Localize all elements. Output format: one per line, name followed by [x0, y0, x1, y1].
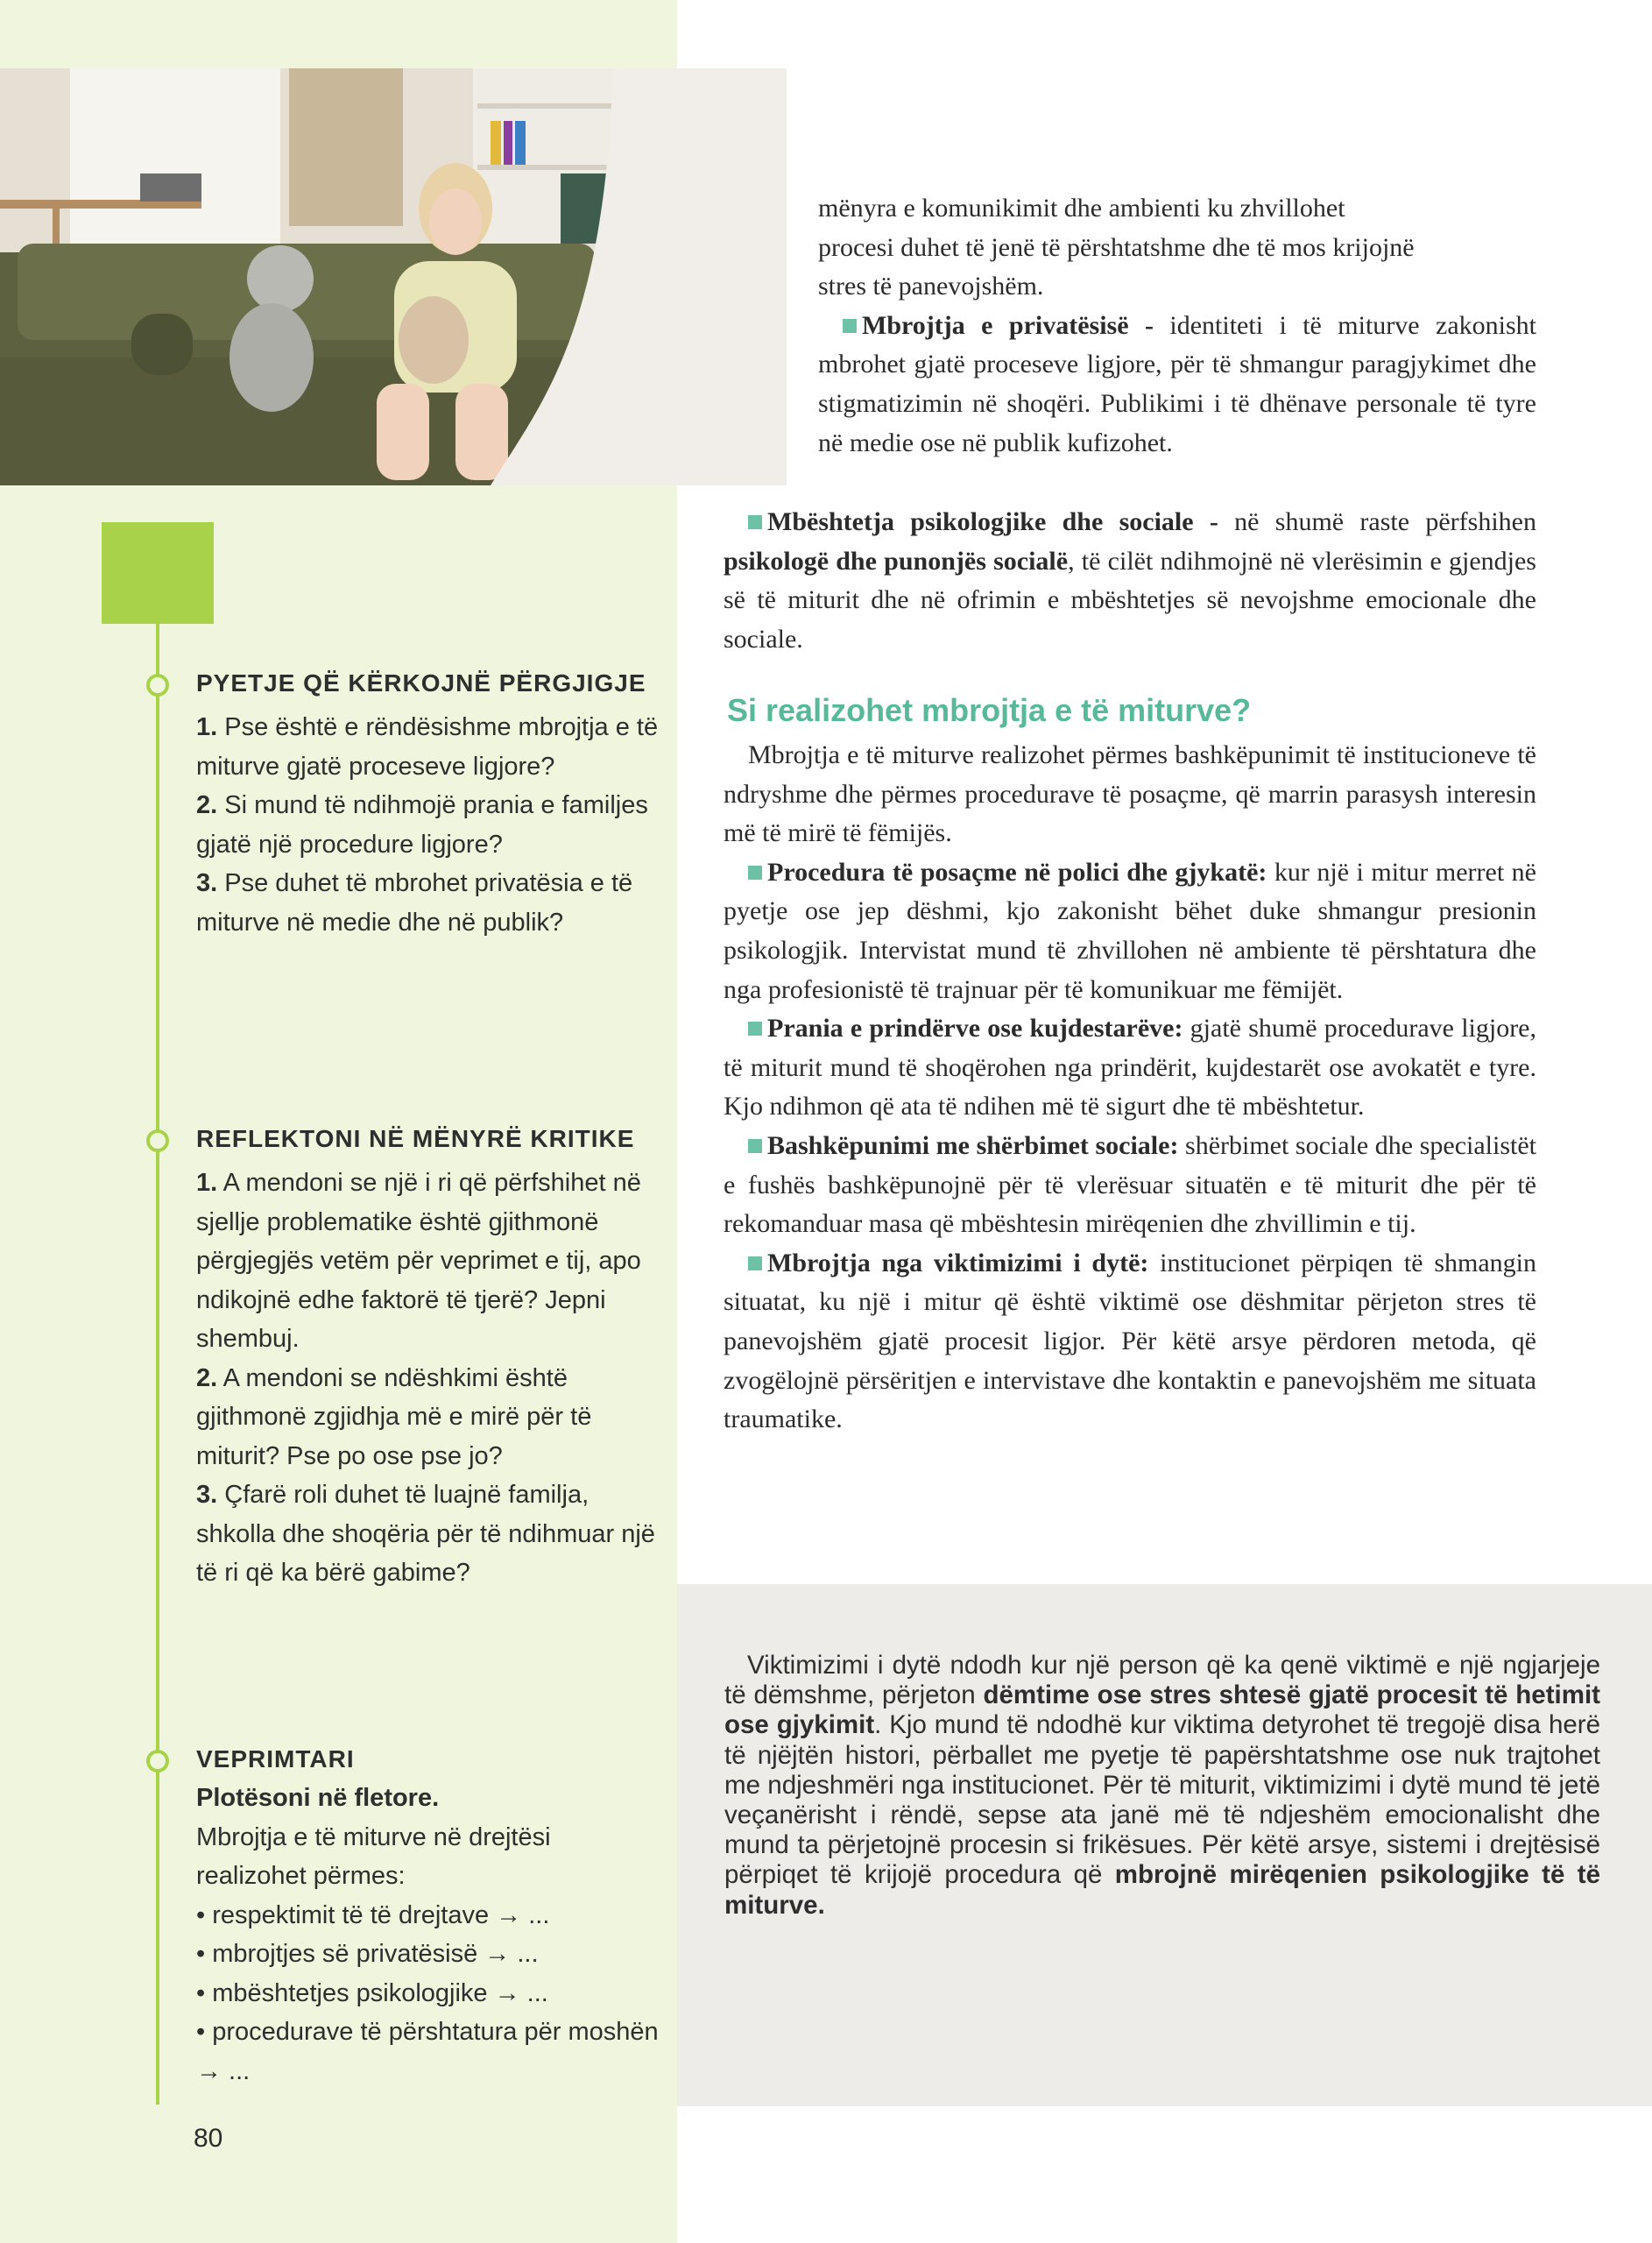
- info-box-text: [724, 1651, 1600, 1921]
- activity-bullet-2: • mbrojtjes së privatësisë → ...: [196, 1940, 539, 1968]
- section-item-4: Mbrojtja nga viktimizimi i dytë: institucionet përpiqen të shmangin situatat, ku një i mitur që është viktimë ose dëshmitar përjeton stres të panevojshëm gjatë procesit ligjor. Për këtë arsye përdoren metoda, që zvogëlojnë përsëritjen e intervistave dhe kontaktin e panevojshëm me situata traumatike.: [724, 1248, 1536, 1434]
- top-paragraph: [818, 189, 1536, 463]
- question-item-3: 3. Pse duhet të mbrohet privatësia e të miturve në medie dhe në publik?: [196, 869, 633, 937]
- top-line-2: procesi duhet të jenë të përshtatshme dhe të mos krijojnë: [818, 232, 1415, 262]
- reflect-section: [196, 1120, 660, 1593]
- teal-square-icon: [748, 1139, 762, 1153]
- info-box-paragraph: Viktimizimi i dytë ndodh kur një person që ka qenë viktimë e një ngjarjeje të dëmshme, përjeton dëmtime ose stres shtesë gjatë procesit të hetimit ose gjykimit. Kjo mund të ndodhë kur viktima detyrohet të tregojë disa herë të njëjtën histori, përballet me pyetje të papërshtatshme ose nuk trajtohet me ndjeshmëri nga institucionet. Për të miturit, viktimizimi i dytë mund të jetë veçanërisht i rëndë, sepse ata janë më të ndjeshëm emocionalisht dhe mund ta përjetojnë procesin si frikësues. Për këtë arsye, sistemi i drejtësisë përpiqet të krijojë procedura që mbrojnë mirëqenien psikologjike të të miturve.: [724, 1651, 1600, 1920]
- teal-square-icon: [748, 866, 762, 880]
- reflect-item-2: 2. A mendoni se ndëshkimi është gjithmonë zgjidhja më e mirë për të miturit? Pse po ose pse jo?: [196, 1363, 592, 1470]
- section-item-2: Prania e prindërve ose kujdestarëve: gjatë shumë procedurave ligjore, të miturit mund të shoqërohen nga prindërit, kujdestarët ose avokatët e tyre. Kjo ndihmon që ata të ndihen më të sigurt dhe të mbështetur.: [724, 1014, 1536, 1122]
- question-item-2: 2. Si mund të ndihmojë prania e familjes gjatë një procedure ligjore?: [196, 791, 648, 859]
- top-line-1: mënyra e komunikimit dhe ambienti ku zhvillohet: [818, 194, 1345, 223]
- section-heading: Si realizohet mbrojtja e të miturve?: [727, 692, 1252, 728]
- reflect-item-3: 3. Çfarë roli duhet të luajnë familja, shkolla dhe shoqëria për të ndihmuar një të ri që ka bërë gabime?: [196, 1481, 655, 1587]
- activity-intro: Mbrojtja e të miturve në drejtësi realizohet përmes:: [196, 1822, 551, 1890]
- questions-section: [196, 664, 660, 942]
- decorative-green-square: [102, 522, 214, 624]
- section-body: [724, 736, 1536, 1440]
- section-intro: Mbrojtja e të miturve realizohet përmes bashkëpunimit të institucioneve të ndryshme dhe përmes procedurave të posaçme, që marrin parasysh interesin më të mirë të fëmijës.: [724, 740, 1536, 848]
- support-paragraph: [724, 503, 1536, 659]
- activity-bullet-3: • mbështetjes psikologjike → ...: [196, 1978, 548, 2007]
- timeline-dot-questions: [146, 674, 169, 697]
- photo-child-on-sofa: [0, 68, 787, 485]
- teal-square-icon: [748, 1022, 762, 1036]
- top-line-3: stres të panevojshëm.: [818, 272, 1044, 301]
- sidebar-timeline-line: [156, 624, 159, 2105]
- teal-square-icon: [843, 319, 857, 333]
- activity-instruction: Plotësoni në fletore.: [196, 1784, 440, 1812]
- timeline-dot-activity: [146, 1750, 169, 1772]
- question-item-1: 1. Pse është e rëndësishme mbrojtja e të miturve gjatë proceseve ligjore?: [196, 713, 659, 781]
- page-number: 80: [194, 2124, 223, 2153]
- reflect-item-1: 1. A mendoni se një i ri që përfshihet në sjellje problematike është gjithmonë përgjegjës vetëm për veprimet e tij, apo ndikojnë edhe faktorë të tjerë? Jepni shembuj.: [196, 1169, 641, 1353]
- questions-heading: PYETJE QË KËRKOJNË PËRGJIGJE: [196, 669, 646, 697]
- reflect-heading: REFLEKTONI NË MËNYRË KRITIKE: [196, 1125, 635, 1152]
- activity-heading: VEPRIMTARI: [196, 1745, 355, 1772]
- activity-section: [196, 1740, 660, 2091]
- timeline-dot-reflect: [146, 1129, 169, 1152]
- section-item-3: Bashkëpunimi me shërbimet sociale: shërbimet sociale dhe specialistët e fushës bashkëpunojnë për të vlerësuar situatën e të miturit dhe për të rekomanduar masa që mbështesin mirëqenien dhe zhvillimin e tij.: [724, 1130, 1536, 1239]
- privacy-paragraph: Mbrojtja e privatësisë - identiteti i të miturve zakonisht mbrohet gjatë proceseve ligjore, për të shmangur paragjykimet dhe stigmatizimin në shoqëri. Publikimi i të dhënave personale të tyre në medie ose në publik kufizohet.: [818, 310, 1536, 457]
- teal-square-icon: [748, 515, 762, 529]
- support-text: Mbështetja psikologjike dhe sociale - në shumë raste përfshihen psikologë dhe punonjës socialë, të cilët ndihmojnë në vlerësimin e gjendjes së të miturit dhe në ofrimin e mbështetjes së nevojshme emocionale dhe sociale.: [724, 507, 1536, 654]
- activity-bullet-1: • respektimit të të drejtave → ...: [196, 1900, 550, 1929]
- teal-square-icon: [748, 1256, 762, 1270]
- activity-bullet-4: • procedurave të përshtatura për moshën → ...: [196, 2018, 659, 2085]
- section-item-1: Procedura të posaçme në polici dhe gjykatë: kur një i mitur merret në pyetje ose jep dëshmi, kjo zakonisht bëhet duke shmangur presionin psikologjik. Intervistat mund të zhvillohen në ambiente të përshtatura dhe nga profesionistë të trajnuar për të komunikuar me fëmijët.: [724, 857, 1536, 1004]
